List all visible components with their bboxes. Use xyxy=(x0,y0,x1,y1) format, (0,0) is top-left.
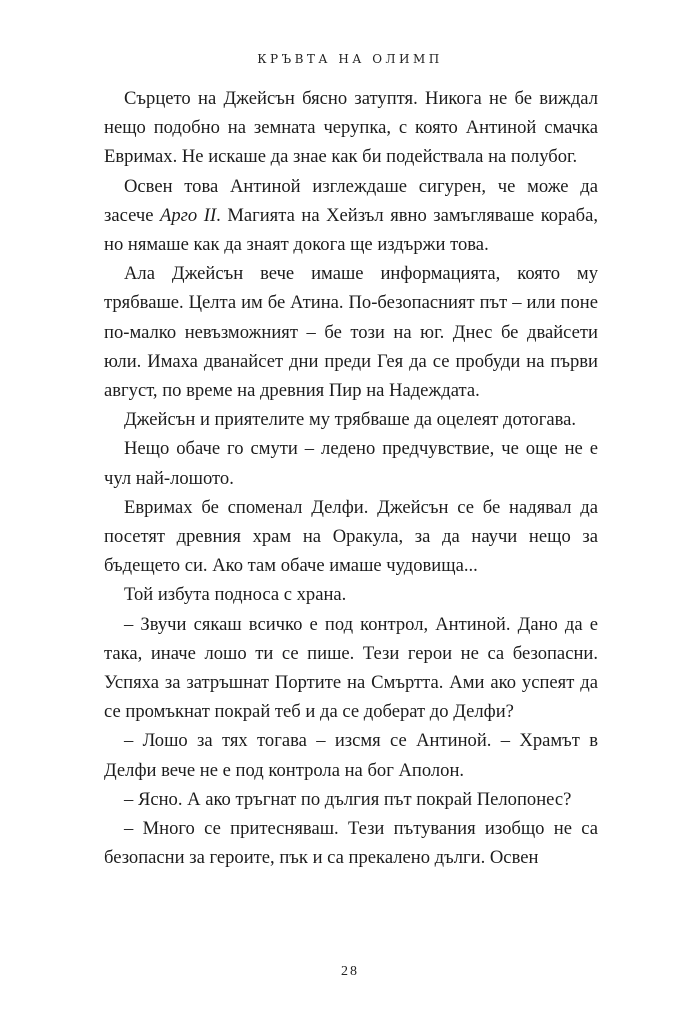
paragraph xyxy=(104,172,598,260)
paragraph: – Лошо за тях тогава – изсмя се Антиной. – Храмът в Делфи вече не е под контрола на бог Аполон. xyxy=(104,730,598,781)
paragraph: Ала Джейсън вече имаше информацията, която му трябваше. Целта им бе Атина. По-безопасният път – или поне по-малко невъзможният – бе този на юг. Днес бе двайсети юли. Имаха дванайсет дни преди Гея да се пробуди на първи август, по време на древния Пир на Надеждата. xyxy=(104,263,598,402)
paragraph: Сърцето на Джейсън бясно затуптя. Никога не бе виждал нещо подобно на земната черупка, с която Антиной смачка Евримах. Не искаше да знае как би подействала на полубог. xyxy=(104,88,598,168)
ship-name: Арго II xyxy=(160,204,217,226)
paragraph: – Звучи сякаш всичко е под контрол, Антиной. Дано да е така, иначе лошо ти се пише. Тези герои не са безопасни. Успяха за затръшнат Портите на Смъртта. Ами ако успеят да се промъкнат покрай теб и да се доберат до Делфи? xyxy=(104,613,598,723)
paragraph: Джейсън и приятелите му трябваше да оцелеят дотогава. xyxy=(124,409,577,431)
paragraph-text: . Магията на Хейзъл явно замъгляваше кораба, но нямаше как да знаят докога ще издържи това. xyxy=(104,204,598,256)
body-text xyxy=(104,84,598,872)
paragraph-text: Освен това Антиной изглеждаше сигурен, че може да засече xyxy=(104,175,598,226)
paragraph: Той избута подноса с храна. xyxy=(124,584,347,606)
paragraph: Евримах бе споменал Делфи. Джейсън се бе надявал да посетят древния храм на Оракула, за да научи нещо за бъдещето си. Ако там обаче имаше чудовища... xyxy=(104,496,598,577)
paragraph: – Ясно. А ако тръгнат по дългия път покрай Пелопонес? xyxy=(124,788,572,810)
paragraph: Нещо обаче го смути – ледено предчувствие, че още не е чул най-лошото. xyxy=(104,438,598,489)
paragraph: – Много се притесняваш. Тези пътувания изобщо не са безопасни за героите, пък и са прекалено дълги. Освен xyxy=(104,818,598,869)
page-number: 28 xyxy=(341,964,359,979)
running-title: КРЪВТА НА ОЛИМП xyxy=(257,52,443,66)
